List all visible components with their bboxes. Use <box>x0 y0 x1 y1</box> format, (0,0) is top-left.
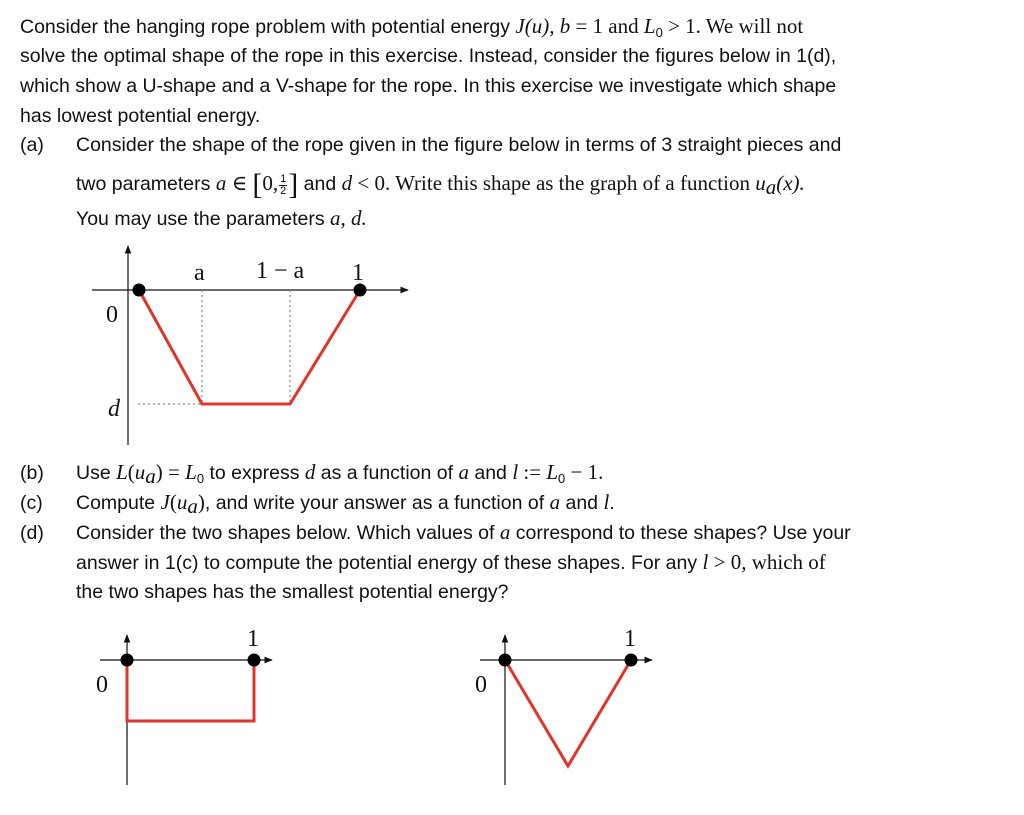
figure-a-label-0: 0 <box>106 302 118 328</box>
figure-a-label-1: 1 <box>352 260 364 286</box>
part-b-label: (b) <box>20 462 44 484</box>
figure-u <box>96 626 272 785</box>
figure-v-left-anchor <box>499 654 512 667</box>
part-a-line-1: (a) Consider the shape of the rope given in the figure below in terms of 3 straight pieces and <box>20 134 842 156</box>
figure-u-rope <box>127 660 254 721</box>
part-d-label: (d) <box>20 522 44 544</box>
half-fraction: $\frac{1}{2}$ <box>280 173 287 197</box>
intro-line-4: has lowest potential energy. <box>20 105 261 127</box>
figure-a-label-1-minus-a: 1 − a <box>256 258 305 284</box>
figure-v-label-1: 1 <box>624 626 636 652</box>
part-d-line-3: the two shapes has the smallest potential energy? <box>76 581 509 603</box>
intro-line-1: Consider the hanging rope problem with potential energy J(u), b = 1 and $L_0 > 1$. We will not <box>20 14 804 40</box>
part-c: (c) Compute $J(u_a)$, and write your answer as a function of a and l. <box>20 490 615 518</box>
figure-u-label-0: 0 <box>96 672 108 698</box>
figure-a-rope <box>139 290 360 404</box>
part-a-line-3: You may use the parameters a, d. <box>76 206 367 230</box>
figure-a-label-d: d <box>108 396 120 422</box>
part-d-line-2: answer in 1(c) to compute the potential energy of these shapes. For any l > 0, which of <box>76 550 826 574</box>
part-a-label: (a) <box>20 134 44 156</box>
intro-line-2: solve the optimal shape of the rope in this exercise. Instead, consider the figures below in 1(d), <box>20 45 837 67</box>
intro-line-3: which show a U-shape and a V-shape for the rope. In this exercise we investigate which shape <box>20 75 837 97</box>
figure-a-label-a: a <box>194 260 205 286</box>
figure-v-right-anchor <box>625 654 638 667</box>
figure-u-label-1: 1 <box>247 626 259 652</box>
figure-v-rope <box>505 660 631 766</box>
figure-a <box>92 246 408 445</box>
figure-v-label-0: 0 <box>475 672 487 698</box>
part-c-label: (c) <box>20 492 43 514</box>
part-b: (b) Use $L(u_a) = L_0$ to express d as a function of a and l := $L_0 - 1$. <box>20 460 604 488</box>
figure-v <box>475 626 652 785</box>
figure-u-left-anchor <box>121 654 134 667</box>
part-a-line-2: two parameters a ∈ [0, $\frac{1}{2}$ ] and d < 0. Write this shape as the graph of a function $u_a(x)$. <box>76 168 805 201</box>
figure-u-right-anchor <box>248 654 261 667</box>
part-d-line-1: (d) Consider the two shapes below. Which values of a correspond to these shapes? Use your <box>20 520 851 544</box>
figure-a-left-anchor <box>133 284 146 297</box>
